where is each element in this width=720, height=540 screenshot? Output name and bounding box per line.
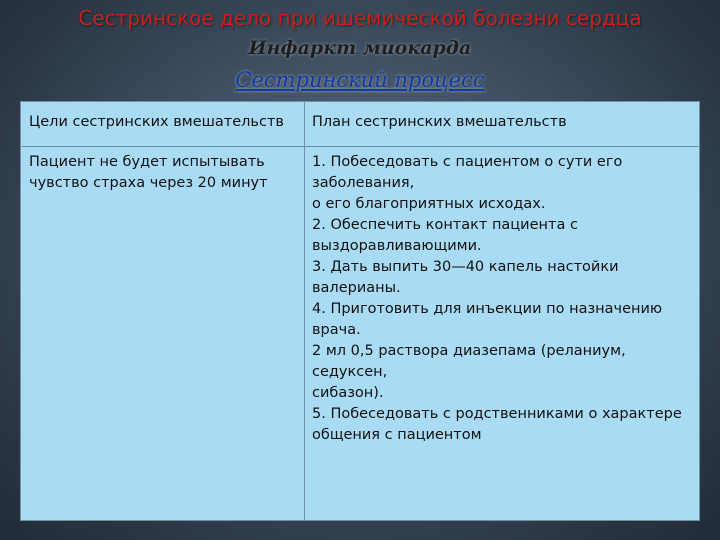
plan-line: о его благоприятных исходах. [312,196,546,212]
nursing-plan-table [20,101,700,521]
plan-line: заболевания, [312,175,415,191]
plan-line: 2. Обеспечить контакт пациента с [312,217,578,233]
goal-line: Пациент не будет испытывать [29,154,265,170]
column-divider [304,102,305,520]
plan-line: 2 мл 0,5 раствора диазепама (реланиум, [312,343,626,359]
row-divider [21,146,699,147]
plan-line: 1. Побеседовать с пациентом о сути его [312,154,623,170]
goal-line: чувство страха через 20 минут [29,175,268,191]
slide-title: Сестринское дело при ишемической болезни сердца [78,6,642,30]
plan-line: выздоравливающими. [312,238,482,254]
plan-line: 4. Приготовить для инъекции по назначению [312,301,663,317]
plan-line: 3. Дать выпить 30—40 капель настойки [312,259,619,275]
plan-line: 5. Побеседовать с родственниками о характере [312,406,682,422]
header-plan: План сестринских вмешательств [312,114,567,130]
header-goals: Цели сестринских вмешательств [29,114,284,130]
plan-line: сибазон). [312,385,384,401]
slide-subtitle: Инфаркт миокарда [248,37,472,59]
goal-cell [29,152,299,194]
section-heading: Сестринский процесс [235,68,485,92]
plan-line: врача. [312,322,361,338]
plan-line: седуксен, [312,364,388,380]
plan-line: валерианы. [312,280,401,296]
plan-line: общения с пациентом [312,427,482,443]
plan-cell [312,152,697,446]
